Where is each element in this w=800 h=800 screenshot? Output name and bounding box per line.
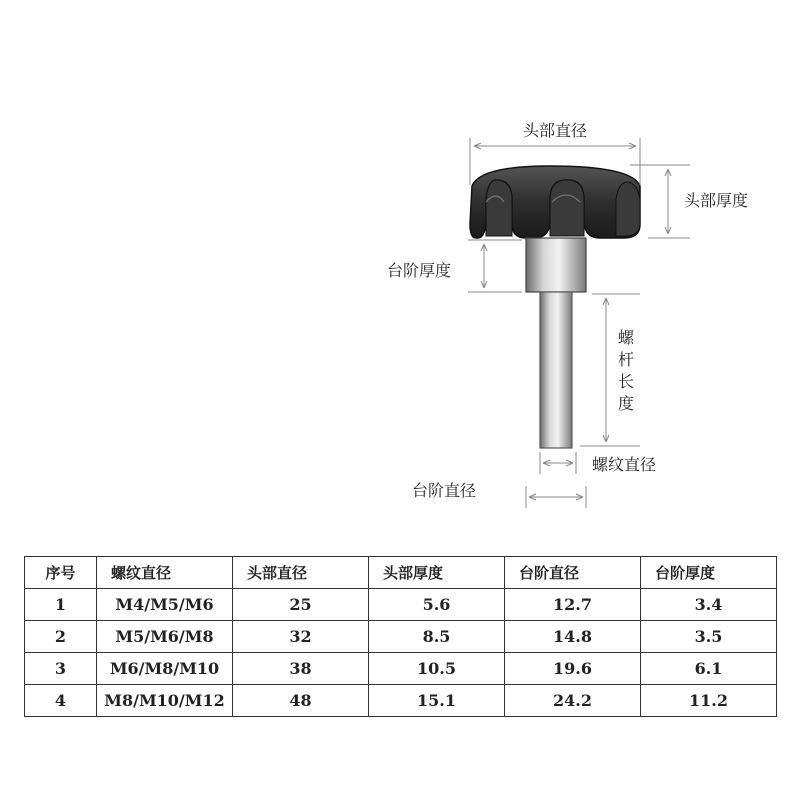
label-head-diameter: 头部直径 <box>522 121 588 140</box>
label-thread-diameter: 螺纹直径 <box>592 455 657 474</box>
table-row <box>25 589 777 621</box>
cell-step-thickness: 6.1 <box>641 653 777 685</box>
cell-head-thickness: 10.5 <box>369 653 505 685</box>
cell-index: 2 <box>25 621 97 653</box>
cell-head-thickness: 15.1 <box>369 685 505 717</box>
cell-head-diameter: 25 <box>233 589 369 621</box>
cell-step-thickness: 3.4 <box>641 589 777 621</box>
threaded-shaft <box>540 292 572 448</box>
label-step-diameter: 台阶直径 <box>412 481 477 500</box>
knob-head <box>470 166 640 238</box>
dim-screw-length <box>580 294 640 446</box>
dim-step-diameter <box>526 486 586 508</box>
cell-step-diameter: 12.7 <box>505 589 641 621</box>
table-row <box>25 653 777 685</box>
spec-table <box>24 556 777 717</box>
cell-head-thickness: 8.5 <box>369 621 505 653</box>
svg-text:杆: 杆 <box>618 350 635 369</box>
cell-step-diameter: 19.6 <box>505 653 641 685</box>
cell-thread-diameter: M5/M6/M8 <box>97 621 233 653</box>
cell-head-diameter: 38 <box>233 653 369 685</box>
table-row <box>25 621 777 653</box>
header-head-diameter: 头部直径 <box>233 557 369 589</box>
cell-step-thickness: 11.2 <box>641 685 777 717</box>
cell-thread-diameter: M4/M5/M6 <box>97 589 233 621</box>
label-screw-length <box>618 328 635 413</box>
dim-step-thickness <box>468 240 522 292</box>
header-step-diameter: 台阶直径 <box>505 557 641 589</box>
label-step-thickness: 台阶厚度 <box>387 261 452 280</box>
cell-step-diameter: 24.2 <box>505 685 641 717</box>
label-head-thickness: 头部厚度 <box>684 191 749 210</box>
cell-thread-diameter: M6/M8/M10 <box>97 653 233 685</box>
cell-head-diameter: 48 <box>233 685 369 717</box>
cell-head-thickness: 5.6 <box>369 589 505 621</box>
cell-step-thickness: 3.5 <box>641 621 777 653</box>
step-shoulder <box>526 238 586 292</box>
table-row <box>25 685 777 717</box>
svg-text:螺: 螺 <box>618 328 635 347</box>
header-head-thickness: 头部厚度 <box>369 557 505 589</box>
cell-index: 1 <box>25 589 97 621</box>
header-thread-diameter: 螺纹直径 <box>97 557 233 589</box>
svg-text:度: 度 <box>618 394 635 413</box>
cell-head-diameter: 32 <box>233 621 369 653</box>
header-index: 序号 <box>25 557 97 589</box>
dim-thread-diameter <box>540 452 576 474</box>
cell-index: 3 <box>25 653 97 685</box>
table-header-row <box>25 557 777 589</box>
cell-step-diameter: 14.8 <box>505 621 641 653</box>
cell-index: 4 <box>25 685 97 717</box>
svg-text:长: 长 <box>618 372 635 391</box>
cell-thread-diameter: M8/M10/M12 <box>97 685 233 717</box>
header-step-thickness: 台阶厚度 <box>641 557 777 589</box>
